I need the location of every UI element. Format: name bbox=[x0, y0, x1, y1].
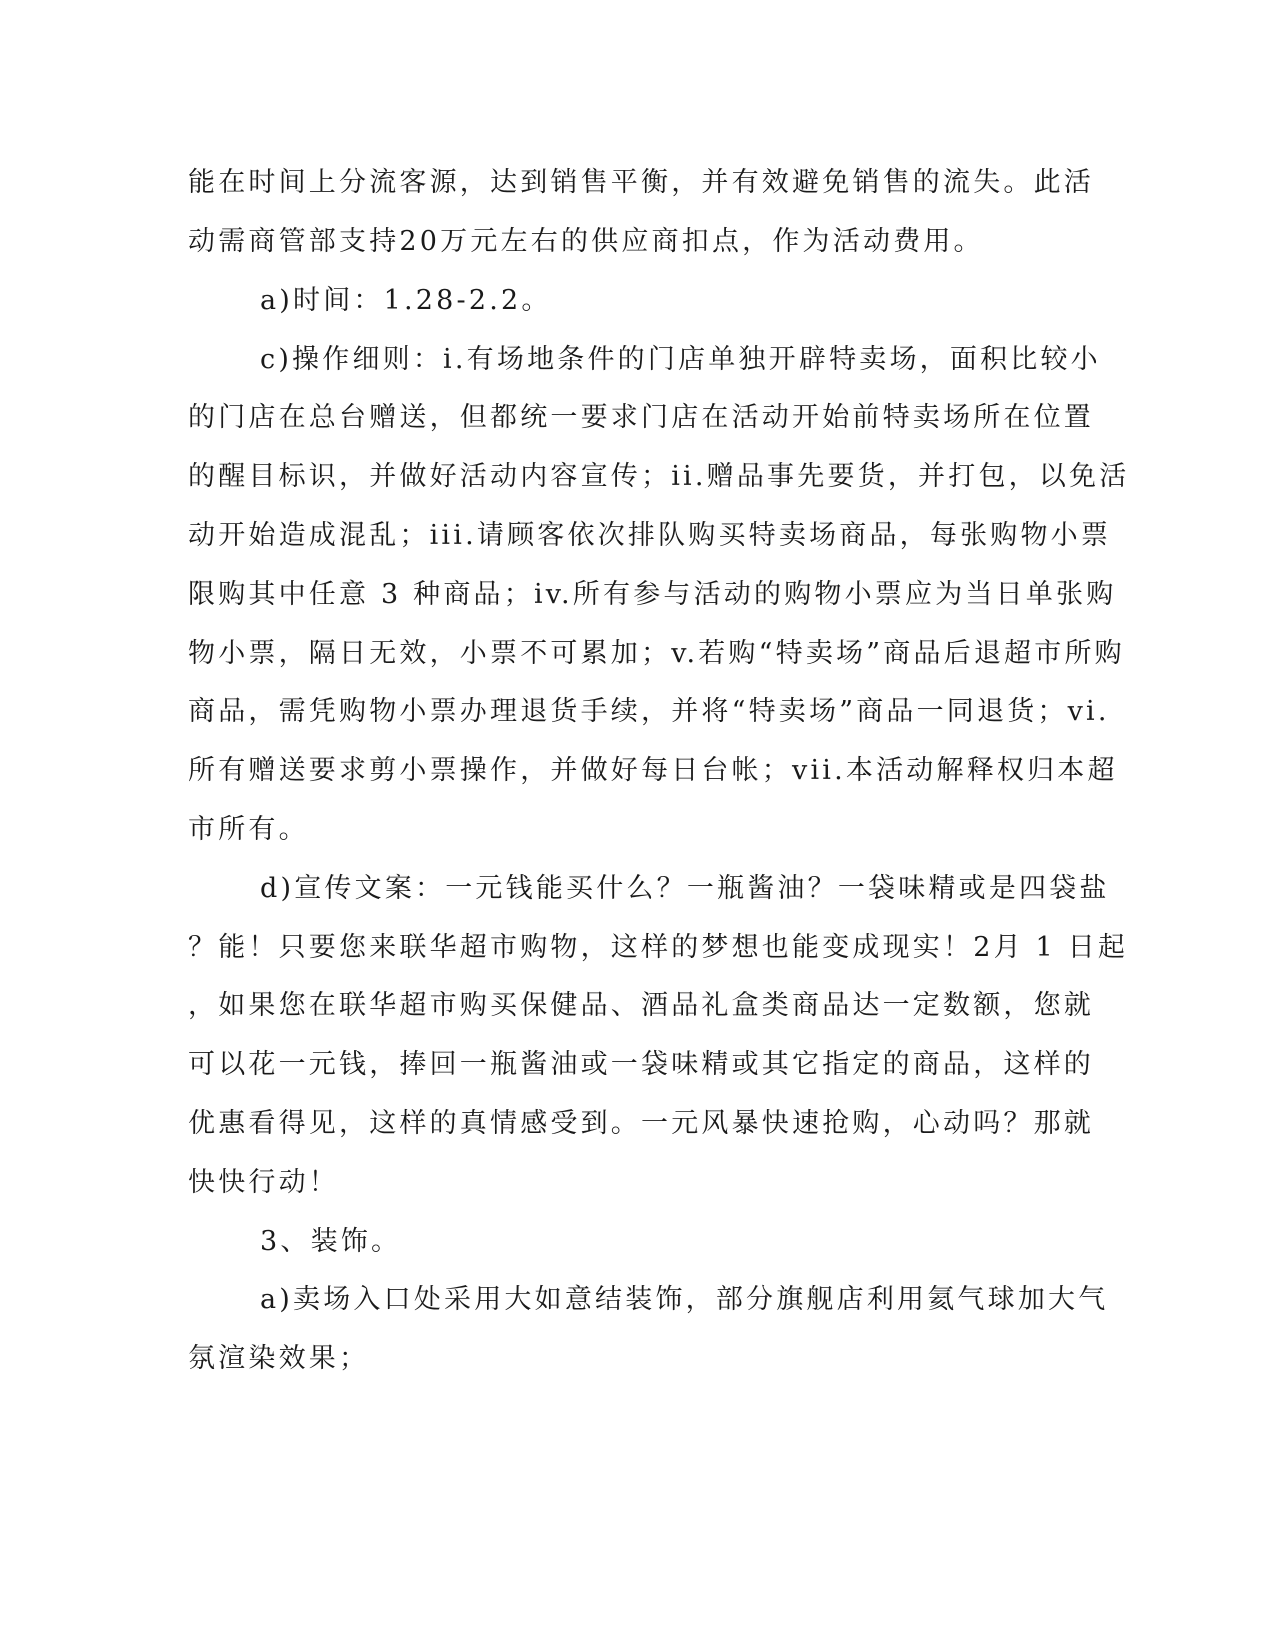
text-line-2: 动需商管部支持20万元左右的供应商扣点，作为活动费用。 bbox=[188, 226, 984, 257]
text-line-8: 限购其中任意 3 种商品；iv.所有参与活动的购物小票应为当日单张购 bbox=[188, 579, 1117, 610]
text-line-14: ？能！只要您来联华超市购物，这样的梦想也能变成现实！2月 1 日起 bbox=[188, 932, 1129, 963]
text-line-15: ，如果您在联华超市购买保健品、酒品礼盒类商品达一定数额，您就 bbox=[188, 990, 1094, 1021]
text-line-9: 物小票，隔日无效，小票不可累加；v.若购“特卖场”商品后退超市所购 bbox=[188, 638, 1125, 669]
text-line-promo-copy: d)宣传文案：一元钱能买什么？一瓶酱油？一袋味精或是四袋盐 bbox=[260, 873, 1110, 904]
text-line-11: 所有赠送要求剪小票操作，并做好每日台帐；vii.本活动解释权归本超 bbox=[188, 755, 1118, 786]
text-line-6: 的醒目标识，并做好活动内容宣传；ii.赠品事先要货，并打包，以免活 bbox=[188, 461, 1130, 492]
text-line-21: 氛渲染效果； bbox=[188, 1343, 370, 1374]
text-line-16: 可以花一元钱，捧回一瓶酱油或一袋味精或其它指定的商品，这样的 bbox=[188, 1049, 1094, 1080]
text-line-operation-rules: c)操作细则：i.有场地条件的门店单独开辟特卖场，面积比较小 bbox=[260, 344, 1101, 375]
text-line-decoration-a: a)卖场入口处采用大如意结装饰，部分旗舰店利用氦气球加大气 bbox=[260, 1284, 1109, 1315]
text-line-time: a)时间：1.28-2.2。 bbox=[260, 285, 552, 316]
text-line-18: 快快行动！ bbox=[188, 1167, 339, 1198]
text-line-5: 的门店在总台赠送，但都统一要求门店在活动开始前特卖场所在位置 bbox=[188, 402, 1094, 433]
text-line-17: 优惠看得见，这样的真情感受到。一元风暴快速抢购，心动吗？那就 bbox=[188, 1108, 1094, 1139]
text-line-12: 市所有。 bbox=[188, 814, 309, 845]
text-line-7: 动开始造成混乱；iii.请顾客依次排队购买特卖场商品，每张购物小票 bbox=[188, 520, 1112, 551]
section-heading-decoration: 3、装饰。 bbox=[260, 1226, 402, 1257]
text-line-1: 能在时间上分流客源，达到销售平衡，并有效避免销售的流失。此活 bbox=[188, 167, 1094, 198]
text-line-10: 商品，需凭购物小票办理退货手续，并将“特卖场”商品一同退货；vi. bbox=[188, 696, 1110, 727]
